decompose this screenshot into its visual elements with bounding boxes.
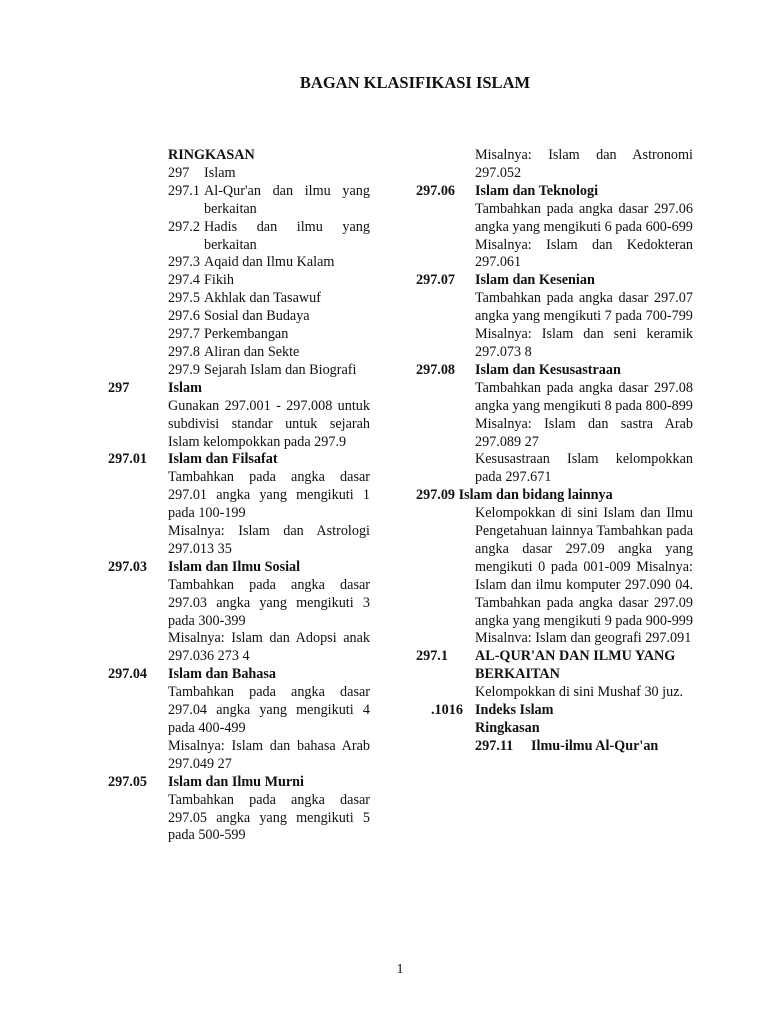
right-entries [416, 183, 693, 487]
entry-paragraph: Kelompokkan di sini Islam dan Ilmu Pengetahuan lainnya Tambahkan pada angka dasar 297.09 angka yang mengikuti 0 pada 001-009 Misalnya: Islam dan ilmu komputer 297.090 04. Tambahkan pada angka dasar 297.09 angka yang mengikuti 9 pada 900-999 Misalnva: Islam dan geografi 297.091 [475, 505, 693, 647]
summary-subheading: Ringkasan [475, 720, 540, 736]
summary-heading: RINGKASAN [168, 147, 255, 163]
summary-row [168, 183, 370, 219]
entry-body [168, 666, 370, 773]
summary-code: 297.6 [168, 308, 200, 325]
entry-paragraph: Gunakan 297.001 - 297.008 untuk subdivisi standar untuk sejarah Islam kelompokkan pada 297.9 [168, 397, 370, 450]
entry-paragraph: Misalnya: Islam dan Kedokteran 297.061 [475, 236, 693, 271]
entry-number: 297.09 [416, 487, 456, 504]
entry-heading: Islam dan Ilmu Murni [168, 773, 304, 790]
entry-number: 297.05 [108, 773, 148, 790]
entry-heading: Islam dan Kesenian [475, 272, 595, 289]
entry-number: 297 [108, 379, 130, 396]
entry-heading: Islam dan Ilmu Sosial [168, 558, 301, 575]
entry-paragraph: Tambahkan pada angka dasar 297.01 angka yang mengikuti 1 pada 100-199 [168, 469, 370, 522]
entry-number: .1016 [431, 702, 463, 719]
entry-heading: Islam dan Teknologi [475, 182, 599, 199]
entry-paragraph: Tambahkan pada angka dasar 297.07 angka yang mengikuti 7 pada 700-799 [475, 290, 693, 325]
entry-body [168, 559, 370, 666]
classification-entry [108, 380, 370, 452]
summary-code: 297.7 [168, 326, 200, 343]
entry-paragraph: Misalnya: Islam dan sastra Arab 297.089 27 [475, 415, 693, 450]
continuation-text: Misalnya: Islam dan Astronomi 297.052 [475, 147, 693, 181]
left-column [108, 147, 370, 845]
summary-label: Al-Qur'an dan ilmu yang berkaitan [204, 182, 370, 217]
classification-entry [108, 774, 370, 846]
entry-number: 297.01 [108, 451, 148, 468]
summary-label: Aqaid dan Ilmu Kalam [204, 254, 335, 271]
left-entries [108, 380, 370, 846]
summary-row [168, 362, 370, 380]
entry-paragraph: Misalnya: Islam dan Astrologi 297.013 35 [168, 523, 370, 557]
entry-1016 [416, 702, 693, 756]
entry-paragraph: Tambahkan pada angka dasar 297.03 angka yang mengikuti 3 pada 300-399 [168, 576, 370, 629]
entry-paragraph: Tambahkan pada angka dasar 297.08 angka yang mengikuti 8 pada 800-899 [475, 379, 693, 414]
entry-number: 297.06 [416, 182, 456, 199]
summary-label: Hadis dan ilmu yang berkaitan [204, 218, 370, 253]
entry-number: 297.1 [416, 648, 448, 665]
summary-row [168, 165, 370, 183]
summary-block [168, 147, 370, 380]
summary-code: 297 [168, 164, 190, 181]
entry-297-09 [416, 487, 693, 648]
summary-label: Aliran dan Sekte [204, 343, 300, 360]
entry-paragraph: Tambahkan pada angka dasar 297.05 angka yang mengikuti 5 pada 500-599 [168, 791, 370, 844]
summary-row [168, 219, 370, 255]
summary-code: 297.11 [475, 737, 514, 754]
entry-paragraph: Misalnya: Islam dan seni keramik 297.073 8 [475, 326, 693, 360]
classification-entry [108, 451, 370, 558]
summary-code: 297.5 [168, 290, 200, 307]
entry-heading: Islam dan Bahasa [168, 666, 277, 683]
summary-label: Ilmu-ilmu Al-Qur'an [531, 737, 659, 754]
summary-row [168, 290, 370, 308]
entry-heading: Islam dan Kesusastraan [475, 361, 621, 378]
entry-paragraph: Kesusastraan Islam kelompokkan pada 297.671 [475, 451, 693, 486]
summary-label: Sosial dan Budaya [204, 308, 310, 325]
summary-row [168, 326, 370, 344]
summary-code: 297.4 [168, 272, 200, 289]
entry-number: 297.07 [416, 272, 456, 289]
entry-body [475, 183, 693, 273]
entry-paragraph: Tambahkan pada angka dasar 297.06 angka yang mengikuti 6 pada 600-699 [475, 200, 693, 235]
right-column [416, 147, 693, 756]
entry-body [475, 362, 693, 487]
entry-heading: AL-QUR'AN DAN ILMU YANG BERKAITAN [475, 648, 676, 683]
summary-row [168, 344, 370, 362]
summary-code: 297.9 [168, 361, 200, 378]
summary-label: Sejarah Islam dan Biografi [204, 361, 357, 378]
entry-number: 297.08 [416, 361, 456, 378]
summary-code: 297.8 [168, 343, 200, 360]
page-title: BAGAN KLASIFIKASI ISLAM [299, 73, 531, 92]
classification-entry [416, 183, 693, 273]
summary-row [168, 308, 370, 326]
summary-label: Akhlak dan Tasawuf [204, 290, 321, 307]
entry-heading: Islam dan bidang lainnya [458, 487, 613, 504]
entry-paragraph: Tambahkan pada angka dasar 297.04 angka yang mengikuti 4 pada 400-499 [168, 684, 370, 736]
entry-paragraph: Misalnya: Islam dan Adopsi anak 297.036 273 4 [168, 630, 370, 665]
page-number: 1 [396, 962, 404, 977]
summary-row [168, 272, 370, 290]
entry-heading: Islam [168, 379, 202, 396]
summary-code: 297.2 [168, 218, 200, 235]
entry-number: 297.03 [108, 558, 148, 575]
entry-297-1 [416, 648, 693, 702]
classification-entry [108, 666, 370, 773]
entry-heading: Islam dan Filsafat [168, 451, 278, 468]
summary-label: Islam [204, 164, 236, 181]
summary-code: 297.1 [168, 182, 200, 199]
summary-label: Fikih [204, 272, 234, 289]
classification-entry [108, 559, 370, 666]
entry-paragraph: Kelompokkan di sini Mushaf 30 juz. [475, 684, 684, 701]
entry-paragraph: Misalnya: Islam dan bahasa Arab 297.049 27 [168, 737, 370, 772]
entry-body [475, 272, 693, 362]
entry-body [168, 380, 370, 452]
summary-row [475, 738, 693, 756]
summary-list [168, 165, 370, 380]
classification-entry [416, 272, 693, 362]
entry-297-09-heading-line [416, 487, 613, 503]
classification-entry [416, 362, 693, 487]
summary-label: Perkembangan [204, 326, 289, 343]
entry-heading: Indeks Islam [475, 702, 554, 719]
summary-row [168, 254, 370, 272]
entry-number: 297.04 [108, 666, 148, 683]
entry-body [168, 774, 370, 846]
entry-body [168, 451, 370, 558]
summary-code: 297.3 [168, 254, 200, 271]
